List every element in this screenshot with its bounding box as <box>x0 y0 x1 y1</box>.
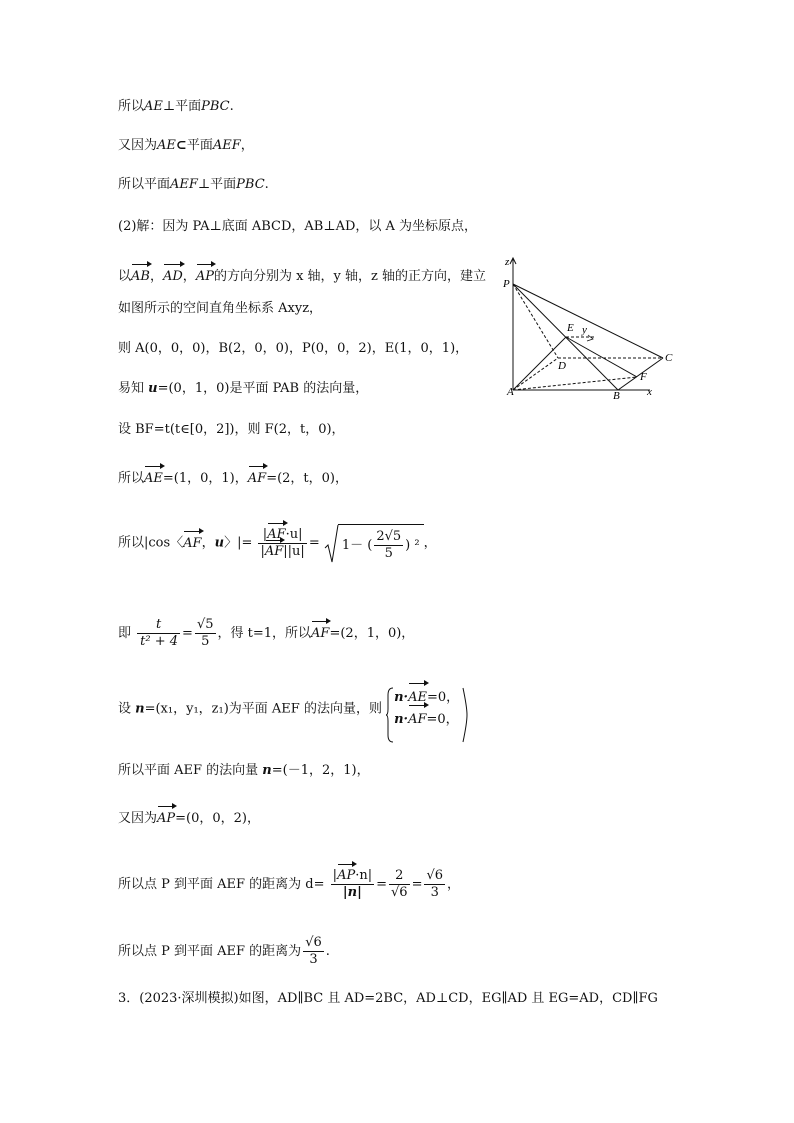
vector-AD: AD <box>162 269 183 284</box>
label-D: D <box>558 360 566 372</box>
label-B: B <box>613 390 620 401</box>
cos-fraction: $\frac{|AF\cdot u|}{|AF||u|}$ <box>260 526 305 559</box>
line-solve-t: 即 $\frac{t}{\text{t² + 4}}$ = $\frac{√5}{5}$ ，得 t=1，所以AF=(2，1，0)， <box>118 617 415 649</box>
square-root-expression: 1－ ( $\frac{2√5}{5}$ ) ² <box>324 524 424 562</box>
label-z: z <box>505 256 510 268</box>
line-problem-3: 3．(2023·深圳模拟)如图，AD∥BC 且 AD=2BC，AD⊥CD，EG∥AD 且 EG=AD，CD∥FG <box>118 991 658 1006</box>
label-E: E <box>567 322 574 334</box>
pyramid-figure <box>500 255 682 401</box>
line-cos-formula: 所以|cos〈AF，u〉|= $\frac{|AF\cdot u|}{|AF||u|}$ = 1－ ( $\frac{2√5}{5}$ ) ² ， <box>118 524 437 562</box>
vector-AB: AB <box>131 269 150 284</box>
line-part2-intro: (2)解：因为 PA⊥底面 ABCD，AB⊥AD，以 A 为坐标原点， <box>118 219 478 234</box>
label-A: A <box>507 386 514 398</box>
line-normal-u: 易知 u=(0，1，0)是平面 PAB 的法向量， <box>118 381 369 396</box>
label-F: F <box>640 371 647 383</box>
line-coordinate-system: 如图所示的空间直角坐标系 Axyz， <box>118 301 323 316</box>
equation-system: n·AE=0， n·AF=0， <box>386 687 469 731</box>
line-conclusion-1: 所以AE⊥平面PBC. <box>118 99 234 114</box>
line-vector-ap: 又因为AP=(0，0，2)， <box>118 811 261 826</box>
line-normal-n: 所以平面 AEF 的法向量 n=(－1，2，1)， <box>118 763 370 778</box>
line-coordinates: 则 A(0，0，0)，B(2，0，0)，P(0，0，2)，E(1，0，1)， <box>118 341 469 356</box>
label-x: x <box>647 386 652 398</box>
label-C: C <box>665 352 673 364</box>
line-distance-answer: 所以点 P 到平面 AEF 的距离为 $\frac{√6}{3}$ . <box>118 935 330 967</box>
line-conclusion-3: 所以平面AEF⊥平面PBC. <box>118 177 269 192</box>
line-axes-setup: 以AB，AD，AP的方向分别为 x 轴，y 轴，z 轴的正方向，建立 <box>118 269 487 284</box>
line-normal-system: 设 n=(x₁，y₁，z₁)为平面 AEF 的法向量，则 n·AE=0， n·AF=0， <box>118 687 469 731</box>
vector-AP: AP <box>195 269 214 284</box>
line-vectors-ae-af: 所以AE=(1，0，1)，AF=(2，t，0)， <box>118 471 348 486</box>
label-P: P <box>503 278 510 290</box>
line-set-bf: 设 BF=t(t∈[0，2])，则 F(2，t，0)， <box>118 422 345 437</box>
line-distance-formula: 所以点 P 到平面 AEF 的距离为 d= $\frac{|AP\cdot n|}{|n|}$ = $\frac{2}{√6}$ = $\frac{√6}{3}$ ， <box>118 868 461 900</box>
line-conclusion-2: 又因为AE⊂平面AEF， <box>118 138 254 153</box>
label-y: y <box>582 324 587 336</box>
